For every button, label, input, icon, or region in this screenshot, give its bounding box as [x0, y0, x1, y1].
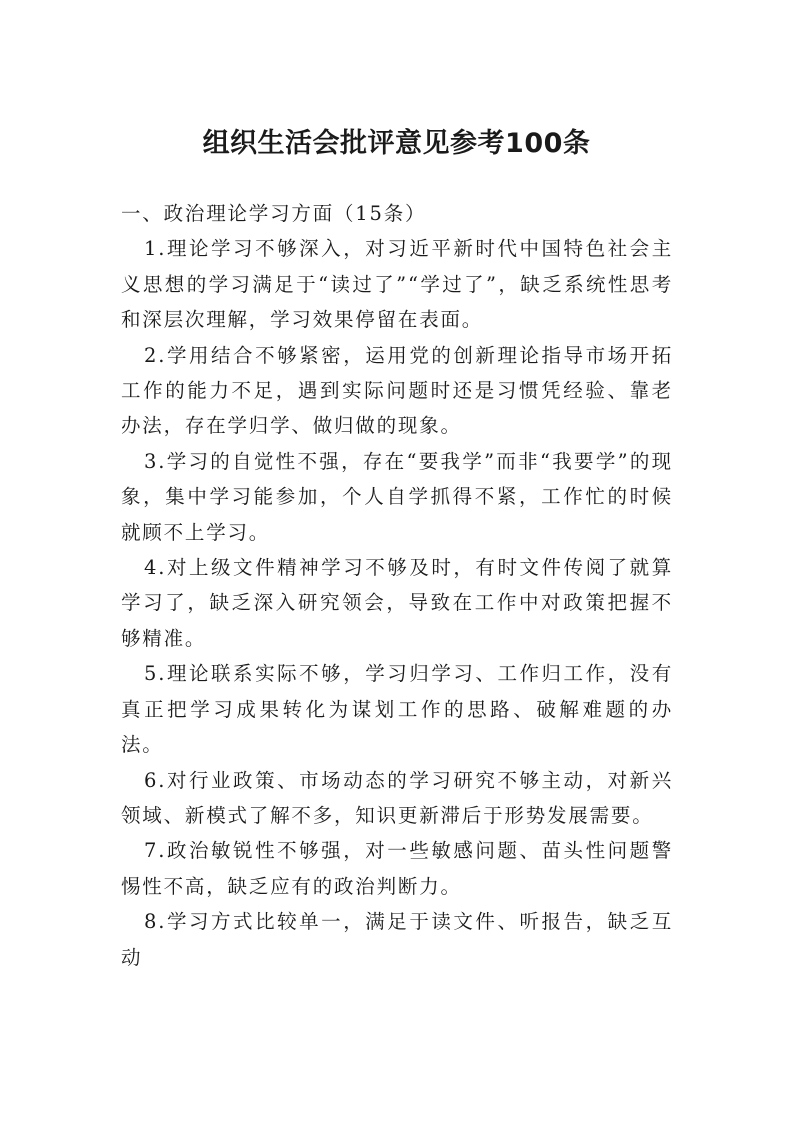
list-item: 2.学用结合不够紧密，运用党的创新理论指导市场开拓工作的能力不足，遇到实际问题时还是习惯凭经验、靠老办法，存在学归学、做归做的现象。 [121, 343, 673, 438]
list-item: 4.对上级文件精神学习不够及时，有时文件传阅了就算学习了，缺乏深入研究领会，导致在工作中对政策把握不够精准。 [121, 556, 673, 650]
list-item: 6.对行业政策、市场动态的学习研究不够主动，对新兴领域、新模式了解不多，知识更新滞后于形势发展需要。 [121, 768, 673, 827]
document-body [121, 196, 673, 975]
list-item: 7.政治敏锐性不够强，对一些敏感问题、苗头性问题警惕性不高，缺乏应有的政治判断力。 [121, 839, 673, 898]
list-item: 3.学习的自觉性不强，存在“要我学”而非“我要学”的现象，集中学习能参加，个人自学抓得不紧，工作忙的时候就顾不上学习。 [121, 449, 673, 544]
section-heading: 一、政治理论学习方面（15条） [121, 202, 427, 225]
list-item: 1.理论学习不够深入，对习近平新时代中国特色社会主义思想的学习满足于“读过了”“学过了”，缺乏系统性思考和深层次理解，学习效果停留在表面。 [121, 237, 673, 332]
document-title: 组织生活会批评意见参考100条 [202, 128, 591, 159]
list-item: 5.理论联系实际不够，学习归学习、工作归工作，没有真正把学习成果转化为谋划工作的思路、破解难题的办法。 [121, 662, 673, 757]
list-item: 8.学习方式比较单一，满足于读文件、听报告，缺乏互动 [121, 910, 673, 969]
